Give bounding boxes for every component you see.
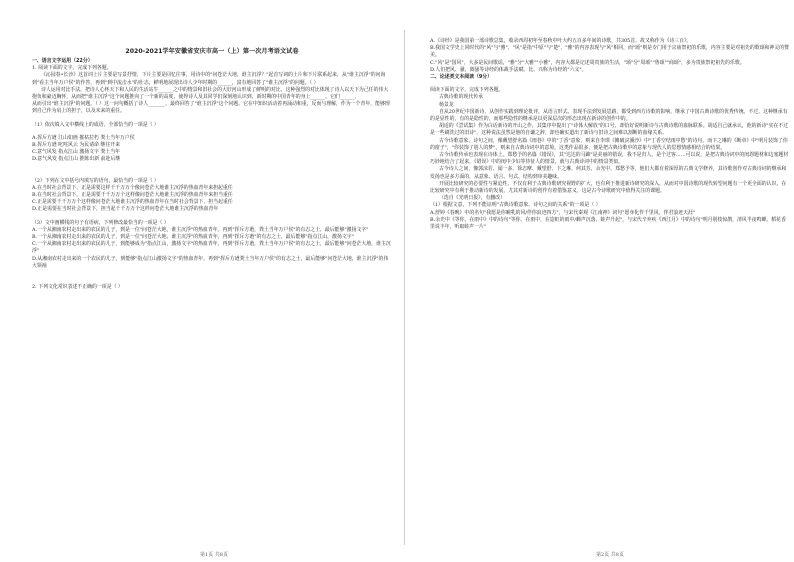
article-author: 杨景龙 [439,101,454,108]
option: D.正是需要在当时社会背景下，担当起千千万万个这样问苍茫大地谁主沉浮的热血青年 [32,206,219,213]
section-heading: 二、论述类文本阅读（9分） [430,74,493,81]
article-paragraph: 胡适的《尝试集》作为白话新诗的开山之作，其集序中提出了"诗体大解放"的口号，却恰好说明新诗与古典诗歌的血脉联系。胡适自己就承认，他的新诗"实在不过是一些刷洗过的旧诗"，这种说法虽然是他的自谦之辞，却也确实道出了新诗与旧诗之间难以割断的血缘关系。 [430,123,789,137]
question: （1）根据文意，下列不能证明"古典诗歌意象、诗句之间的关系"的一项是（ ） [430,202,601,209]
passage-paragraph: 诗人运用对比手法，把诗人心怀天下和人民的生活站牛______之中的情景和旧社会的大好河山形成了鲜明的对比，这种强烈的对比体现了诗人以天下为己任的伟大抱负和豪迈胸怀，从而把"谁主沉浮"这个问题推向了一个新的高度，使得诗人及其同学们深刻地认识到，新时期的中国青年的身上______。它们______， [32,86,389,101]
option: B.一个从湘南农村走出来的农民的儿子，到是一位"问苍茫大地，谁主沉浮"的热血青年，再到"挥斥方遒"的有志之士，最后能够"指点江山，激扬文字" [32,234,354,241]
option: B.挥斥方遒 叱咤风云 为民请命 继往开来 [32,142,121,149]
article-paragraph: 自从20世纪中国新诗，从创作实践到理论批评，从语言形式、表现手法到发展思路，都受到西方诗歌的影响，继承了中国古典诗歌的优秀传统。不过，这种继承有的是显性的，有的是隐性的，而那些隐性的继承是以更深层次的形态出现在新诗的创作中的。 [430,108,788,123]
option: C.一个从湘南农村走出来的农民的儿子，到能够成为"指点江山，激扬文字"的热血青年，再到"挥斥方遒，粪土当年万户侯"的有志之士，最后能够"问苍茫大地，谁主沉浮" [32,241,391,255]
section-heading: 一、语言文字运用（22分） [32,58,93,64]
passage-paragraph: 从而引出"谁主沉浮"的问题。（ ）这一问句概括了诗人_______，最终回答了"谁主沉浮"这个问题。它在中知识活动着再涌动和重，反而与理解，作为一个青年，能够理到自己作为肩上的担子，以及未来的重任。 [32,101,390,115]
option: A.在当时社会背景下，正是需要这样千千万万个像问苍茫大地谁主沉浮的热血青年来担起重任 [32,184,233,191]
article-paragraph: 古今诗歌传承也表现在诗体上。郑愁予的名篇《错误》，其"达达的马蹄"是美丽的错误，我不是归人，是个过客……可以说，是把古典诗词中的闺怨题材和边塞题材巧妙地结合了起来，《错误》中的闺中少妇等待征人的情景，就与古典诗词中的情景类似。 [430,152,789,166]
article-title: 古典诗歌的现代传承 [439,94,484,101]
page-footer: 第2页 共8页 [596,552,624,558]
option: D.从湘南农村走出来的一个农民的儿子，到能够"指点江山激扬文字"的热血青年。再到"挥斥方遒粪土当年万户侯"的有志之士，最后能够"问苍茫大地，谁主沉浮"的伟大领袖 [32,255,389,269]
option: A.舒婷《春晚》中的名句"我愿是你哺乳的风/伴你浪迹四方"，与宋代秦观《江南神》词句"愿身化作千里风，伴君浪迹天涯" [430,209,696,216]
page-footer: 第1页 共8页 [200,552,228,558]
right-column [430,38,790,231]
option: B.我国文学史上同时代的"风"与"雅"，"风"是指"中原"与"楚"，"雅"的内容表现与"风"相同，而"颂"则是专门用于宗庙祭祀的乐歌，内容主要是对祖先的歌颂和神灵的赞美。 [430,45,790,59]
option: C."风"是"国风"，大多是民间歌谣，"雅"分"大雅""小雅"，内容大都是记述周贵族的生活，"颂"分"周颂""鲁颂""商颂"，多为贵族祭祀祖先的乐歌。 [430,59,745,66]
article-paragraph: 古今诗人之间，像郭沫若、闻一多、徐志摩、戴望舒、卞之琳、何其芳、余光中、郑愁予等，他们大都有着深厚的古典文学修养，其诗歌创作对古典诗词的继承和发扬也是多方面的，从意象、语言、句式、结构到审美趣味。 [430,166,787,180]
option: B.在当时社会背景下，正是需要千千万万个这样像问苍茫大地谁主沉浮的热血青年来担当重任 [32,192,233,199]
article-paragraph: 古今诗歌意象、诗句之间，像戴望舒名篇《雨巷》中的"丁香"意象，则来自李璟《摊破浣溪沙》中"丁香空结雨中愁"的诗句。而卞之琳的《断章》中"明月装饰了你的窗子"，"你装饰了别人的梦"，则来自古典诗词中的意境。这类作品很多，便是把古典诗歌中的意象与现代人的思想情感相结合的结果。 [430,137,788,151]
question: （3）文中画横线的句子有语病，下列修改最恰当的一项是（ ） [32,219,169,226]
option: D.人们把风、骚、离骚等诗经的体裁手法赋、比、兴称为诗经的"六义"。 [430,66,587,73]
option: C.正是需要千千万万个这样像问苍茫大地谁主沉浮的热血青年在当时社会背景下，担当起重任 [32,199,233,206]
passage-paragraph: 《沁园春•长沙》这首词上片主要是写景抒情，下片主要是回忆往事，用诗中的"问苍茫大地，谁主沉浮？"起首写词的上片和下片联系起来，从"谁主沉浮"的问询到"看主当年万户侯"的作答，再到"到中流击水"的壮志，鲜明地展现出诗人少年时期的______，富有地回答了"谁主沉浮"的问题。（ ） [32,72,386,86]
option: A.一个从湘南农村走出来的农民的儿子，到是一位"问苍茫大地，谁主沉浮"的热血青年。再到"挥斥方遒，粪土当年万户侯"的有志之士，最后能够"激扬文字" [32,226,369,233]
question: （1）依次填入文中横线上的成语，全部恰当的一项是（ ） [32,121,159,128]
instruction: 阅读下面的文字，完成下列各题。 [430,87,504,94]
option: C.意气风发 指点江山 激扬文字 粪土当年 [32,149,121,156]
option: D.意气风发 指点江山 推陈出新 前赴后继 [32,156,121,163]
option: A.《诗经》是我国第一部诗歌总集，收录西周初年至春秋中叶大约五百多年间的诗歌，共305首，故又称作为《诗三百》。 [430,38,692,44]
article-paragraph: 开展比较研究的必要性与紧迫性，不仅有利于古典诗歌研究视野的扩大，也有利于推进新诗研究的深入，从而对中国诗歌的现代转型问题有一个更全面的认识，在比较研究中有利于推动新诗的发展，尤其对新诗的创作有着借鉴意义，这是古今诗歌研究中值得关注的课题。 [430,180,787,195]
left-column [32,58,392,291]
article-source: （选自《光明日报》，有删改） [439,195,506,202]
question: 2. 下列文化常识表述不正确的一项是（ ） [32,284,123,291]
page-title: 2020-2021学年安徽省安庆市高一（上）第一次月考语文试卷 [125,48,299,55]
option: B.余光中《等你，在雨中》中的诗句"等你，在雨中，在造虹的雨中/蝉声沉落，蛙声升起"，与宋代辛弃疾《西江月》中的诗句"明月别枝惊鹊，清风半夜鸣蝉。稻花香里说丰年，听取蛙声一片" [430,216,786,231]
option: A.挥斥方遒 江山如画 摧枯拉朽 粪土当年万户侯 [32,134,135,141]
column-divider [404,30,405,545]
instruction: 1. 阅读下面的文字，完成下列各题。 [32,65,112,72]
question: （2）下列在文中括号内填写的语句，最恰当的一项是（ ） [32,177,159,184]
